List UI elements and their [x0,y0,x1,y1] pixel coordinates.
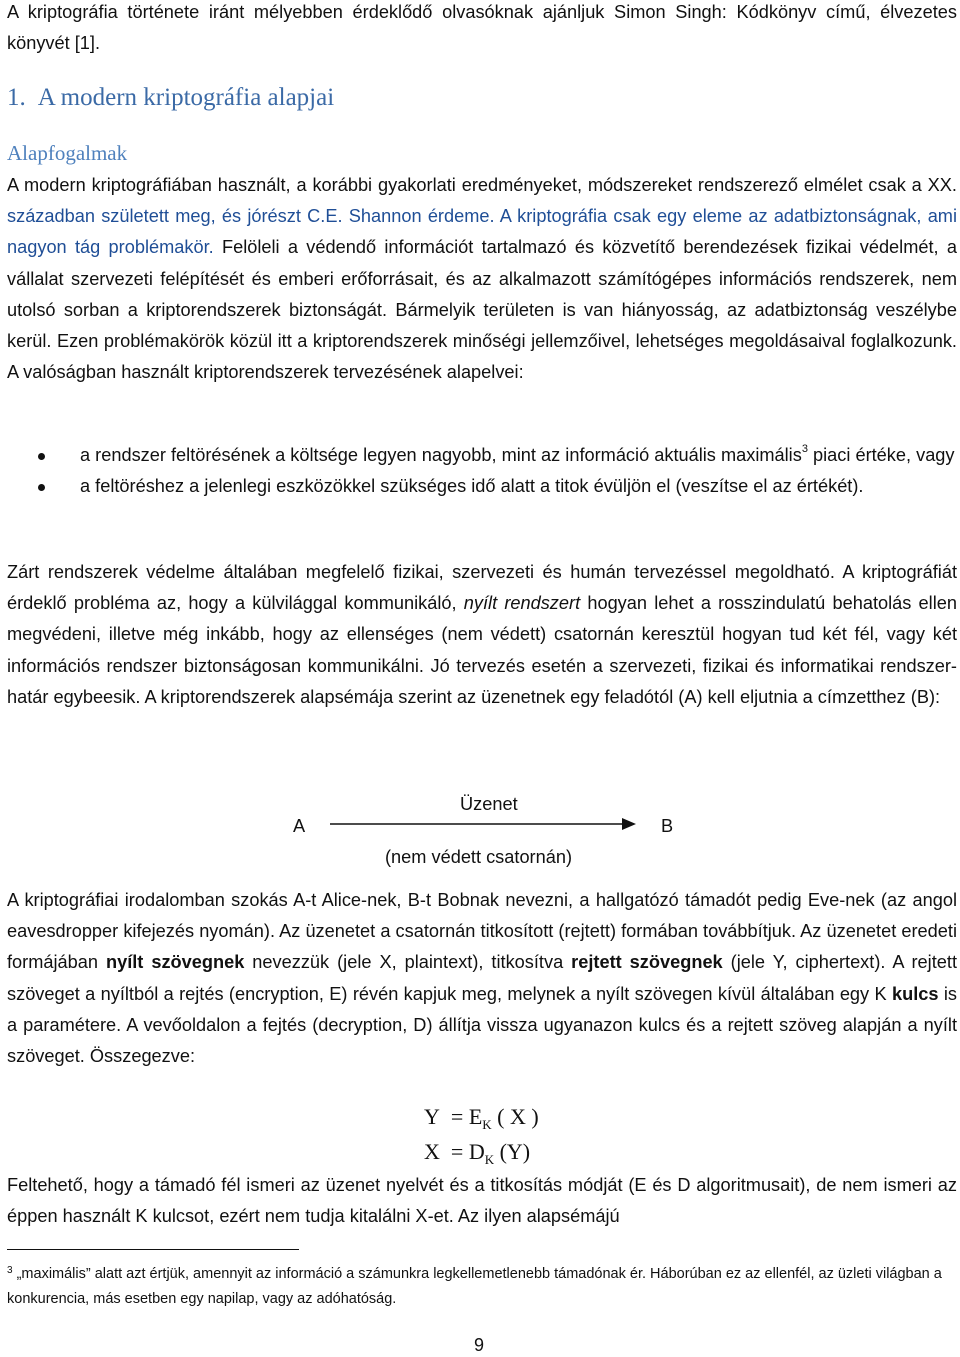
channel-label: (nem védett csatornán) [385,847,573,867]
bullet-icon [38,453,45,460]
formula-subscript: K [482,1117,492,1132]
section-number: 1. [7,84,26,111]
formula-argument: ( X ) [497,1104,539,1129]
term-key: kulcs [891,983,939,1004]
formula-lhs: X [424,1139,440,1164]
subsection-heading: Alapfogalmak [7,141,128,165]
formula-equals: = [450,1139,464,1164]
footnote-text: „maximális” alatt azt értjük, amennyit az információ a számunkra legkellemetlenebb támadónak ér. Háborúban ez az ellenfél, az üzleti világban a konkurencia, más esetben egy napilap, vagy az adóhatóság. [7,1266,942,1307]
list-item-text: a feltöréshez a jelenlegi eszközökkel szükséges idő alatt a titok évüljön el (veszítse el az értékét). [80,476,864,497]
text-run: is a paramétere. A vevőoldalon a fejtés (decryption, D) állítja vissza ugyanazon kulcs és a rejtett szöveg alapján a nyílt szöveget. Összegezve: [7,983,957,1067]
section-heading [7,84,334,112]
text-run-highlight: A kriptográfia csak egy eleme az adatbiztonságnak, ami nagyon tág problémakör. [7,206,957,258]
paragraph-terminology [7,885,957,1072]
arrow-right-icon [330,817,636,831]
formula-function: D [468,1139,485,1164]
text-run: hogyan lehet a rosszindulatú behatolás ellen megvédeni, illetve még inkább, hogy az ellenséges (nem védett) csatornán keresztül hogyan tud két fél, vagy két információs rendszer biztonságosan kommunikálni. Jó tervezés esetén a szervezeti, fizikai és informatikai rendszer-határ egybeesik. A kriptorendszerek alapsémája szerint az üzenetnek egy feladótól (A) kell eljutnia a címzetthez (B): [7,593,957,707]
encryption-formula [424,1104,539,1130]
list-item-text: piaci értéke, vagy [807,445,955,465]
receiver-label: B [661,816,674,836]
term-ciphertext: rejtett szövegnek [571,952,723,973]
footnote-ref: 3 [801,443,808,455]
paragraph-open-system [7,557,957,713]
channel-diagram [7,790,957,880]
formula-lhs: Y [424,1104,440,1129]
footnote-mark: 3 [7,1265,13,1276]
bullet-icon [38,484,45,491]
text-run: A modern kriptográfiában használt, a korábbi gyakorlati eredményeket, módszereket rendszerező elmélet csak a XX. [7,175,957,195]
decryption-formula [424,1139,530,1165]
sender-label: A [293,816,306,836]
footnote-separator [7,1249,299,1250]
text-run-highlight: században született meg, és jórészt C.E. Shannon érdeme. [7,206,495,227]
section-title: A modern kriptográfia alapjai [37,84,335,111]
formula-function: E [468,1104,483,1129]
list-item-text: a rendszer feltörésének a költsége legyen nagyobb, mint az információ aktuális maximális [80,445,802,465]
formula-subscript: K [484,1152,495,1167]
page-number: 9 [474,1335,485,1355]
text-run: nevezzük (jele X, plaintext), titkosítva [244,952,572,973]
footnote [7,1262,957,1312]
intro-paragraph: A kriptográfia története iránt mélyebben érdeklődő olvasóknak ajánljuk Simon Singh: Kódkönyv című, élvezetes könyvét [1]. [7,2,957,54]
formula-equals: = [450,1104,464,1129]
design-principles-list [7,440,957,502]
text-run: (jele Y, ciphertext). A rejtett szöveget a nyíltból a rejtés (encryption, E) révén kapjuk meg, melynek a nyílt szövegen kívül általában egy K [7,952,957,1004]
text-run: Felöleli a védendő információt tartalmazó és közvetítő berendezések fizikai védelmét, a vállalat szervezeti felépítését és emberi erőforrásait, és az alkalmazott számítógépes információs rendszerek, nem utolsó sorban a kriptorendszerek biztonságát. Bármelyik területen is van hiányosság, az adatbiztonság veszélybe kerül. Ezen problémakörök közül itt a kriptorendszerek minőségi jellemzőivel, lehetséges megoldásaival foglalkozunk. A valóságban használt kriptorendszerek tervezésének alapelvei: [7,237,957,383]
list-item [7,440,957,471]
term-plaintext: nyílt szövegnek [105,952,245,973]
list-item [7,471,957,502]
paragraph-attacker: Feltehető, hogy a támadó fél ismeri az üzenet nyelvét és a titkosítás módját (E és D algoritmusait), de nem ismeri az éppen használt K kulcsot, ezért nem tudja kitalálni X-et. Az ilyen alapsémájú [7,1175,957,1227]
message-label: Üzenet [460,794,518,814]
text-run: A kriptográfiai irodalomban szokás A-t Alice-nek, B-t Bobnak nevezni, a hallgatózó támadót pedig Eve-nek (az angol eavesdropper kifejezés nyomán). Az üzenetet a csatornán titkosított (rejtett) formában továbbítjuk. Az üzenetet eredeti formájában [7,890,957,973]
text-run-italic: nyílt rendszert [463,593,581,614]
text-run: Zárt rendszerek védelme általában megfelelő fizikai, szervezeti és humán tervezéssel megoldható. A kriptográfiát érdeklő probléma az, hogy a külvilággal kommunikáló, [7,562,957,614]
paragraph-basics [7,170,957,388]
formula-argument: (Y) [499,1139,531,1164]
